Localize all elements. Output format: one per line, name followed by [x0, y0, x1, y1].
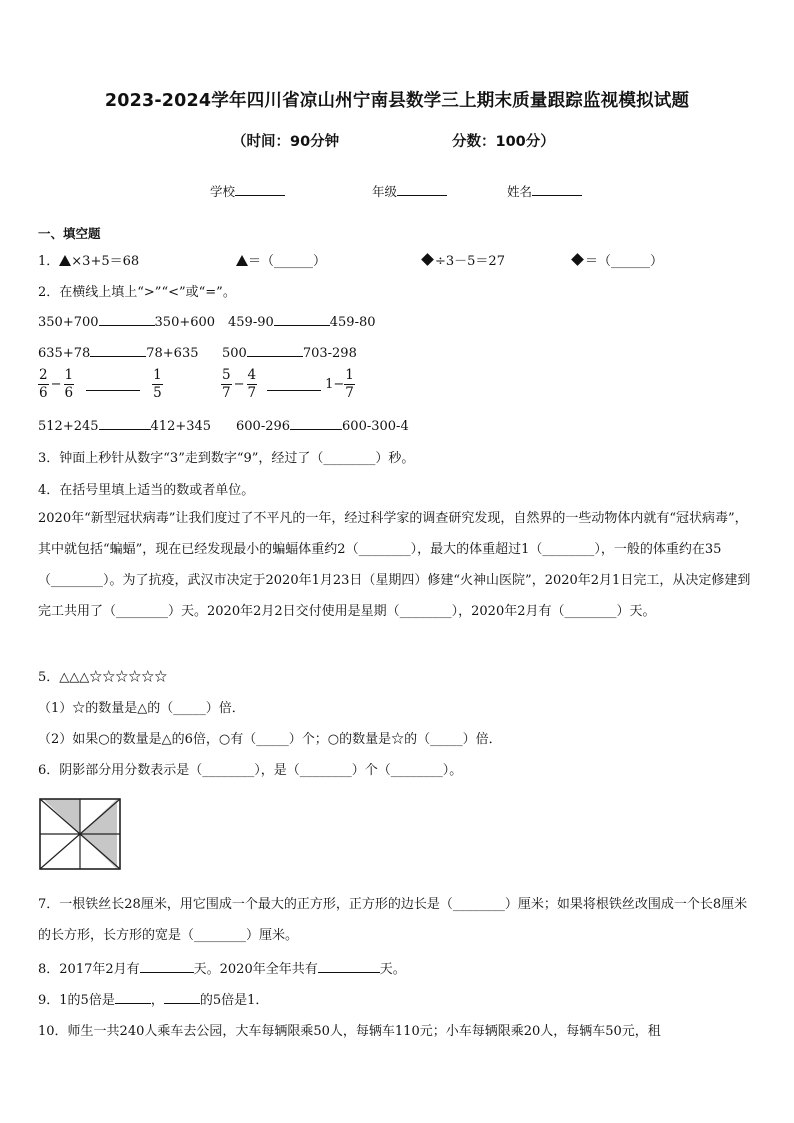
q1-diamond-eq-text: ÷3－5＝27: [435, 254, 505, 269]
compare-blank[interactable]: [99, 416, 151, 430]
q8-blank-1[interactable]: [140, 959, 194, 973]
page-title: 2023-2024学年四川省凉山州宁南县数学三上期末质量跟踪监视模拟试题: [104, 91, 690, 111]
q2-row-2b: [222, 343, 357, 361]
diamond-icon: [571, 253, 584, 266]
expr: 600-300-4: [342, 419, 409, 434]
school-blank[interactable]: [235, 182, 285, 196]
question-3: 3．钟面上秒针从数字“3”走到数字“9”，经过了（________）秒。: [38, 451, 415, 466]
q2-row-4a: [38, 416, 211, 434]
compare-blank[interactable]: [99, 312, 155, 326]
q9-blank-1[interactable]: [115, 990, 151, 1004]
diamond-icon: [421, 253, 434, 266]
q1-equation: ×3+5＝68: [71, 254, 140, 269]
compare-blank[interactable]: [267, 377, 321, 391]
expr: 512+245: [38, 419, 99, 434]
numerator: 4: [247, 367, 257, 383]
triangle-icon: [236, 255, 248, 266]
expr: 500: [222, 346, 247, 361]
name-blank[interactable]: [532, 182, 582, 196]
fraction: [247, 367, 258, 402]
expr: 459-90: [228, 315, 274, 330]
denominator: 7: [247, 384, 257, 401]
fraction: [221, 367, 232, 402]
q2-row-2a: [38, 343, 199, 361]
question-4-title: 4．在括号里填上适当的数或者单位。: [38, 483, 255, 498]
q9-blank-2[interactable]: [164, 990, 200, 1004]
question-8: [38, 958, 406, 977]
numerator: 2: [39, 367, 48, 383]
q2-fraction-row-a: [38, 367, 163, 402]
denominator: 6: [64, 384, 74, 401]
q2-row-4b: [236, 416, 409, 434]
compare-blank[interactable]: [274, 312, 330, 326]
question-2: 2．在横线上填上“>”“<”或“=”。: [38, 285, 236, 300]
numerator: 1: [153, 367, 162, 383]
q2-fraction-row-b: [221, 367, 355, 402]
name-label: 姓名: [507, 184, 533, 199]
q9-text-a: 9．1的5倍是: [38, 993, 115, 1008]
minus-sign: −: [50, 376, 62, 392]
q1-diamond-answer: [571, 250, 663, 269]
grade-field: [372, 182, 447, 200]
fraction: [344, 367, 355, 402]
triangle-icon: [59, 255, 71, 266]
denominator: 7: [345, 384, 354, 401]
q8-text-a: 8．2017年2月有: [38, 962, 140, 977]
one-minus: 1−: [325, 376, 345, 392]
question-10: 10．师生一共240人乘车去公园，大车每辆限乘50人，每辆车110元；小车每辆限乘20人，每辆车50元，租: [38, 1024, 661, 1039]
expr: 600-296: [236, 419, 291, 434]
q1-diamond-blank[interactable]: ＝（______）: [585, 254, 664, 269]
numerator: 5: [222, 367, 231, 383]
question-6: 6．阴影部分用分数表示是（________），是（________）个（________）。: [38, 763, 463, 778]
fraction: [64, 367, 75, 402]
compare-blank[interactable]: [86, 377, 140, 391]
school-field: [210, 182, 285, 200]
question-5-part-1: （1）☆的数量是△的（_____）倍．: [38, 701, 245, 716]
time-label: （时间：90分钟: [232, 134, 340, 150]
question-1: [38, 250, 139, 269]
compare-blank[interactable]: [90, 343, 146, 357]
expr: 635+78: [38, 346, 91, 361]
expr: 703-298: [302, 346, 357, 361]
expr: 350+600: [154, 315, 216, 330]
score-label: 分数：100分）: [452, 134, 555, 150]
q8-text-b: 天。2020年全年共有: [193, 962, 318, 977]
fraction: [152, 367, 163, 402]
expr: 459-80: [329, 315, 376, 330]
q2-row-1a: [38, 312, 215, 330]
grade-blank[interactable]: [397, 182, 447, 196]
q1-diamond-equation: [421, 250, 505, 269]
numerator: 1: [345, 367, 354, 383]
expr: 412+345: [150, 419, 212, 434]
grade-label: 年级: [372, 184, 398, 199]
denominator: 6: [39, 384, 48, 401]
name-field: [507, 182, 582, 200]
expr: 350+700: [38, 315, 99, 330]
q1-number: 1．: [38, 254, 60, 269]
question-5-part-2: （2）如果○的数量是△的6倍，○有（_____）个；○的数量是☆的（_____）倍．: [38, 732, 502, 747]
minus-sign: −: [233, 376, 245, 392]
section-heading: 一、填空题: [38, 226, 101, 241]
q9-text-b: ，: [150, 993, 164, 1008]
numerator: 1: [64, 367, 74, 383]
q8-blank-2[interactable]: [318, 959, 380, 973]
denominator: 5: [153, 384, 162, 401]
compare-blank[interactable]: [290, 416, 342, 430]
question-7: 7．一根铁丝长28厘米，用它围成一个最大的正方形，正方形的边长是（________）厘米；如果将根铁丝改围成一个长8厘米的长方形，长方形的宽是（________）厘米。: [38, 897, 748, 943]
q1-triangle-blank[interactable]: ＝（______）: [248, 254, 327, 269]
shaded-square-figure: [38, 797, 122, 871]
expr: 78+635: [146, 346, 199, 361]
q8-text-c: 天。: [379, 962, 406, 977]
question-9: [38, 989, 268, 1008]
school-label: 学校: [210, 184, 236, 199]
q2-row-1b: [228, 312, 376, 330]
compare-blank[interactable]: [247, 343, 303, 357]
fraction: [38, 367, 49, 402]
q9-text-c: 的5倍是1．: [199, 993, 269, 1008]
q1-triangle-answer: [236, 250, 326, 269]
denominator: 7: [222, 384, 231, 401]
question-4-body: 2020年“新型冠状病毒”让我们度过了不平凡的一年，经过科学家的调查研究发现，自然界的一些动物体内就有“冠状病毒”，其中就包括“蝙蝠”，现在已经发现最小的蝙蝠体重约2（________），最大的体重超过1（________），一般的体重约在35（________）。为了抗疫，武汉市决定于2020年1月23日（星期四）修建“火神山医院”，2020年2月1日完工，从决定修建到完工共用了（________）天。2020年2月2日交付使用是星期（________），2020年2月有（________）天。: [38, 511, 751, 619]
question-5-title: 5．△△△☆☆☆☆☆☆: [38, 670, 168, 685]
